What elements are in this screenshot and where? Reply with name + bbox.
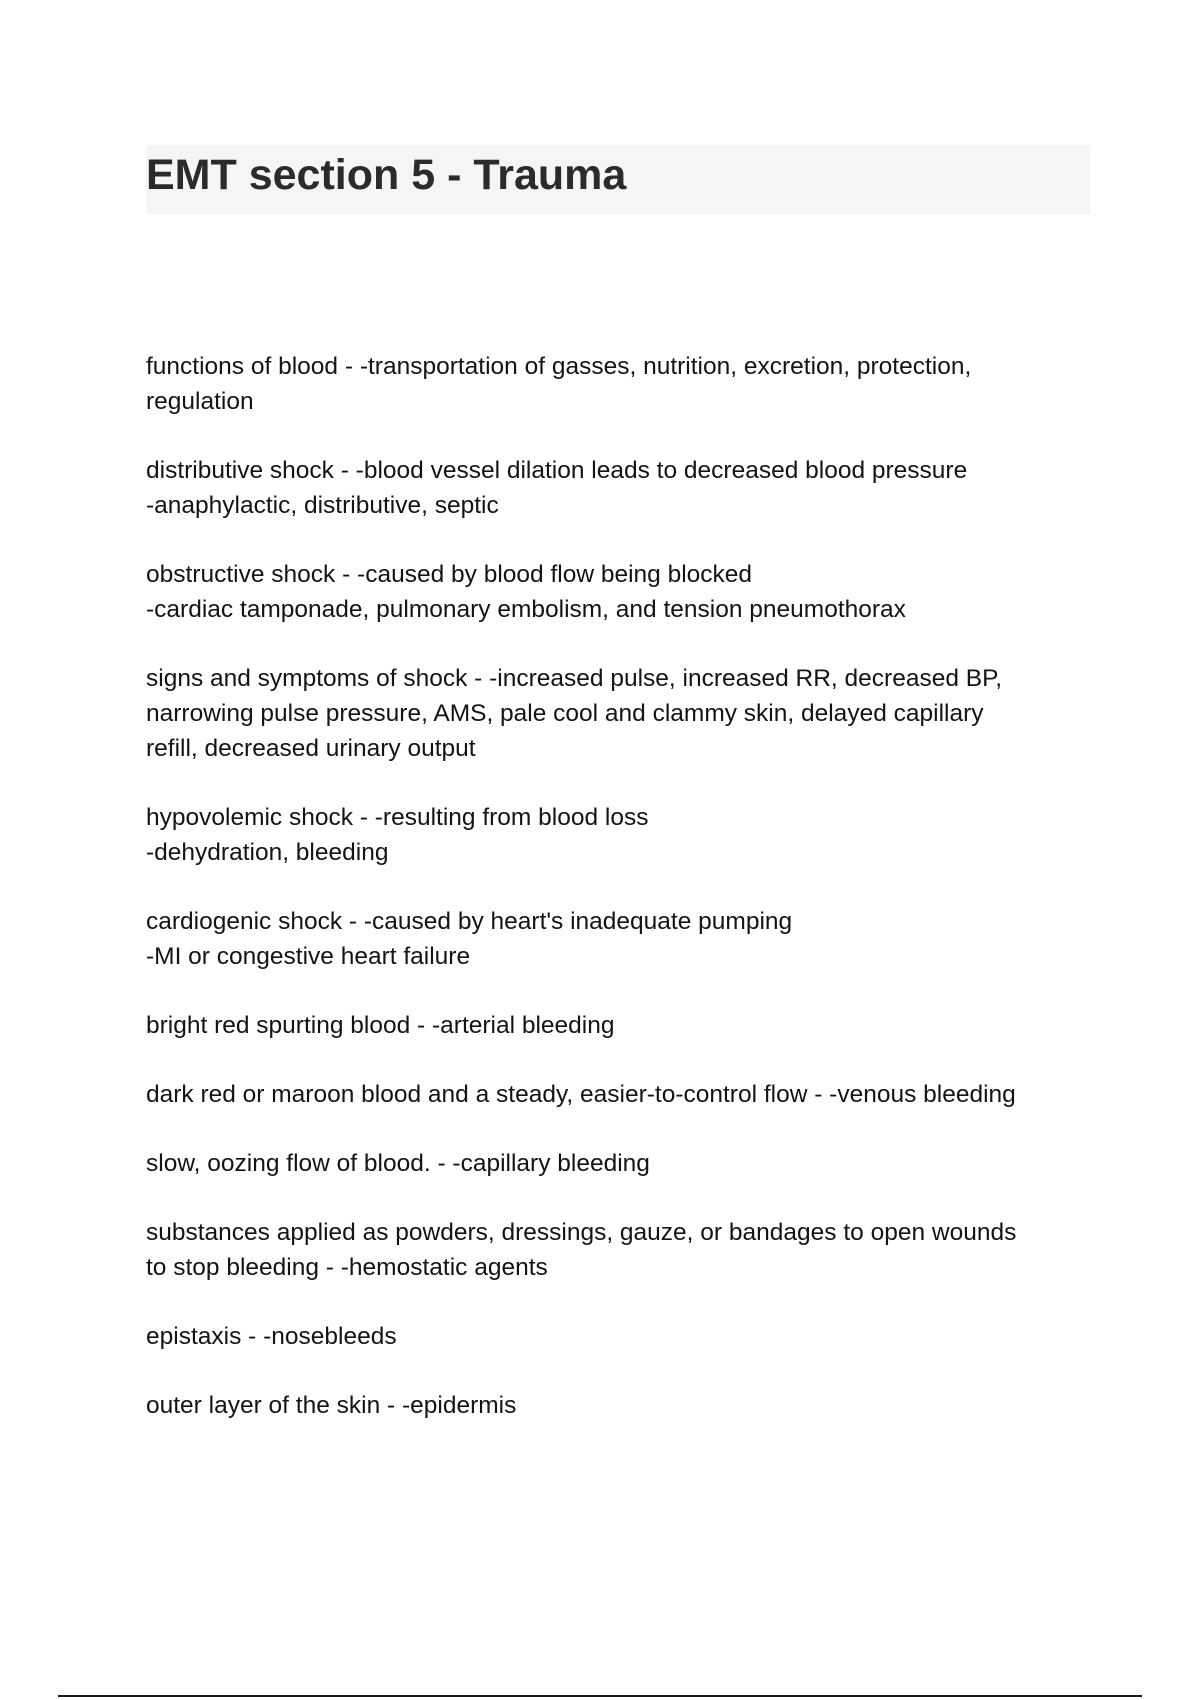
flashcard-entry bbox=[146, 557, 1090, 627]
flashcard-entry bbox=[146, 800, 1090, 870]
entry-line: epistaxis - -nosebleeds bbox=[146, 1323, 397, 1350]
flashcard-entry bbox=[146, 1319, 1090, 1354]
entry-line: narrowing pulse pressure, AMS, pale cool and clammy skin, delayed capillary bbox=[146, 700, 984, 727]
page-title: EMT section 5 - Trauma bbox=[146, 151, 627, 199]
entry-line: substances applied as powders, dressings, gauze, or bandages to open wounds bbox=[146, 1219, 1017, 1246]
entry-line: -dehydration, bleeding bbox=[146, 839, 389, 866]
flashcard-entry bbox=[146, 1146, 1090, 1181]
entry-line: functions of blood - -transportation of gasses, nutrition, excretion, protection, bbox=[146, 353, 972, 380]
entry-line: regulation bbox=[146, 388, 254, 415]
entry-line: dark red or maroon blood and a steady, easier-to-control flow - -venous bleeding bbox=[146, 1081, 1016, 1108]
entry-line: -cardiac tamponade, pulmonary embolism, and tension pneumothorax bbox=[146, 596, 906, 623]
entry-line: distributive shock - -blood vessel dilation leads to decreased blood pressure bbox=[146, 457, 968, 484]
flashcard-entry bbox=[146, 904, 1090, 974]
flashcard-entry bbox=[146, 349, 1090, 419]
footer-divider bbox=[58, 1695, 1142, 1697]
entry-line: obstructive shock - -caused by blood flow being blocked bbox=[146, 561, 753, 588]
entry-line: -MI or congestive heart failure bbox=[146, 943, 471, 970]
flashcard-entry bbox=[146, 1077, 1090, 1112]
entry-line: -anaphylactic, distributive, septic bbox=[146, 492, 499, 519]
entry-line: signs and symptoms of shock - -increased pulse, increased RR, decreased BP, bbox=[146, 665, 1003, 692]
entry-line: to stop bleeding - -hemostatic agents bbox=[146, 1254, 548, 1281]
entry-line: slow, oozing flow of blood. - -capillary bleeding bbox=[146, 1150, 650, 1177]
flashcard-entry bbox=[146, 661, 1090, 766]
entry-line: cardiogenic shock - -caused by heart's inadequate pumping bbox=[146, 908, 793, 935]
flashcard-entry bbox=[146, 1388, 1090, 1423]
entry-line: bright red spurting blood - -arterial bleeding bbox=[146, 1012, 615, 1039]
entry-line: outer layer of the skin - -epidermis bbox=[146, 1392, 517, 1419]
entry-line: hypovolemic shock - -resulting from blood loss bbox=[146, 804, 649, 831]
title-banner bbox=[146, 145, 1090, 214]
flashcard-entry bbox=[146, 1215, 1090, 1285]
flashcard-entry bbox=[146, 453, 1090, 523]
entry-line: refill, decreased urinary output bbox=[146, 735, 476, 762]
flashcard-list bbox=[146, 349, 1090, 1457]
flashcard-entry bbox=[146, 1008, 1090, 1043]
